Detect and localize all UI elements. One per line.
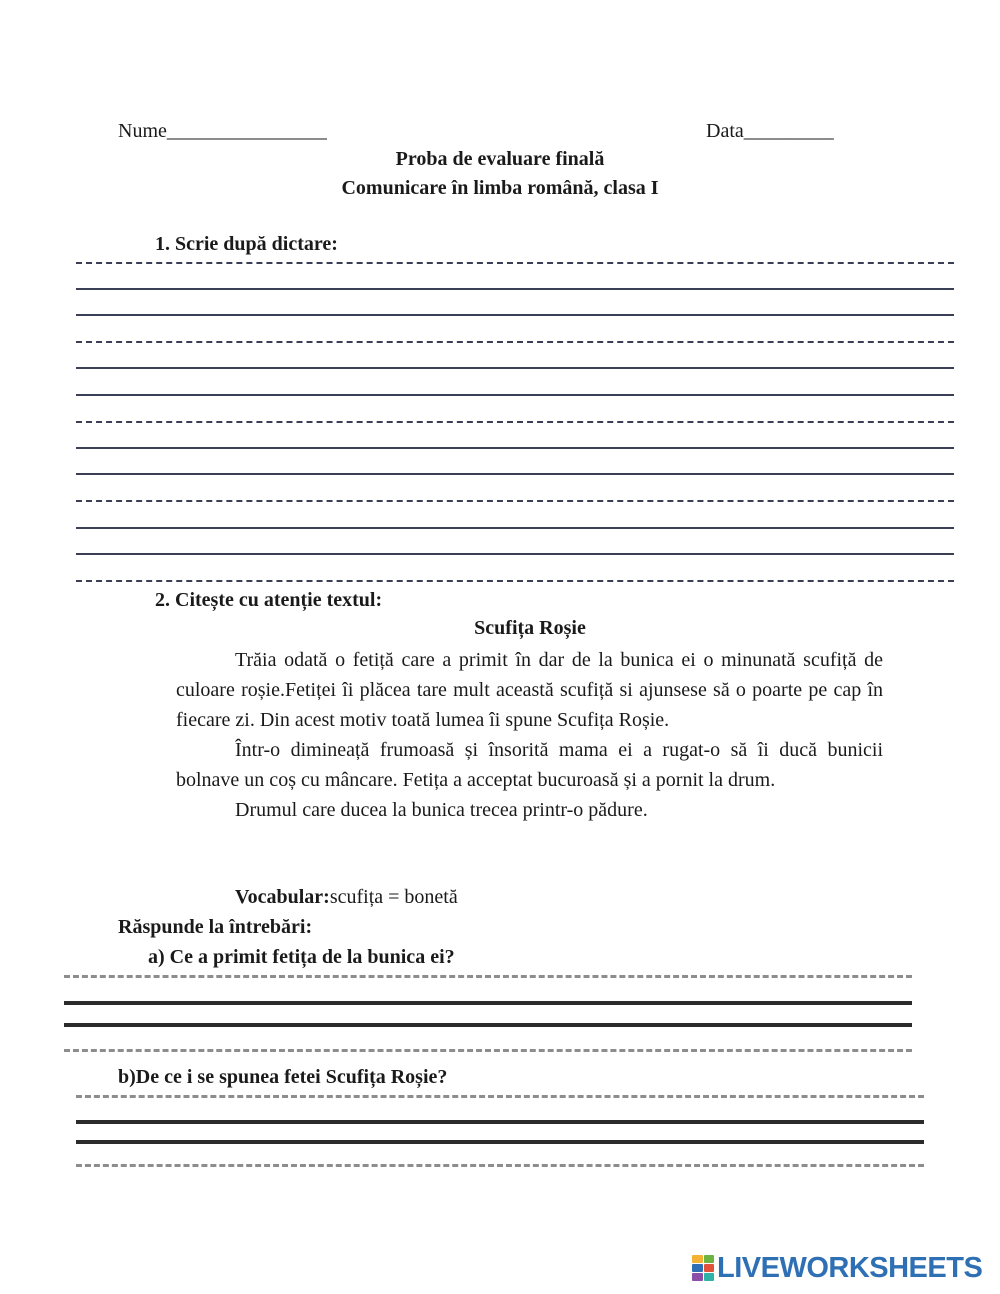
page-subtitle: Comunicare în limba română, clasa I <box>341 177 659 199</box>
question-b: b)De ce i se spunea fetei Scufița Roșie? <box>118 1066 448 1088</box>
logo-square <box>704 1255 715 1263</box>
story-title: Scufița Roșie <box>474 617 586 639</box>
question-a: a) Ce a primit fetița de la bunica ei? <box>148 946 455 968</box>
date-field-label: Data_________ <box>706 120 834 142</box>
answer-a-area[interactable] <box>64 975 912 1055</box>
story-text <box>176 645 883 825</box>
story-paragraph: Trăia odată o fetiță care a primit în dar de la bunica ei o minunată scufiță de culoare roșie.Fetiței îi plăcea tare mult această scufiță si ajunsese să o poarte pe cap în fiecare zi. Din acest motiv toată lumea îi spune Scufița Roșie. <box>176 649 883 731</box>
logo-square <box>704 1264 715 1272</box>
writing-line-solid <box>76 447 954 449</box>
dictation-writing-area[interactable] <box>76 262 954 584</box>
writing-line-dashed <box>76 500 954 502</box>
story-paragraph: Într-o dimineață frumoasă și însorită mama ei a rugat-o să îi ducă bunicii bolnave un coș cu mâncare. Fetița a acceptat bucuroasă și a pornit la drum. <box>176 739 883 791</box>
writing-line-dashed <box>76 580 954 582</box>
questions-heading: Răspunde la întrebări: <box>118 916 313 938</box>
exercise-2-prompt: 2. Citește cu atenție textul: <box>155 589 383 611</box>
answer-b-area[interactable] <box>76 1095 924 1171</box>
writing-line-solid <box>76 288 954 290</box>
writing-line-solid <box>76 394 954 396</box>
liveworksheets-logo[interactable] <box>692 1252 982 1284</box>
logo-mark-icon <box>692 1255 714 1281</box>
answer-line-dashed <box>76 1164 924 1167</box>
exercise-1-prompt: 1. Scrie după dictare: <box>155 233 338 255</box>
answer-line-dashed <box>76 1095 924 1098</box>
writing-line-dashed <box>76 421 954 423</box>
writing-line-solid <box>76 314 954 316</box>
logo-square <box>704 1273 715 1281</box>
vocabulary-note <box>235 886 458 909</box>
answer-line-dashed <box>64 975 912 978</box>
vocabulary-label: Vocabular: <box>235 886 330 908</box>
answer-line-solid <box>64 1023 912 1027</box>
logo-square <box>692 1273 703 1281</box>
answer-line-solid <box>64 1001 912 1005</box>
name-field-label: Nume________________ <box>118 120 327 142</box>
writing-line-solid <box>76 553 954 555</box>
answer-line-dashed <box>64 1049 912 1052</box>
writing-line-solid <box>76 527 954 529</box>
logo-square <box>692 1264 703 1272</box>
logo-text: LIVEWORKSHEETS <box>717 1251 983 1284</box>
logo-square <box>692 1255 703 1263</box>
vocabulary-definition: scufița = bonetă <box>329 886 458 908</box>
answer-line-solid <box>76 1120 924 1124</box>
writing-line-solid <box>76 473 954 475</box>
page-title: Proba de evaluare finală <box>395 148 605 170</box>
writing-line-dashed <box>76 262 954 264</box>
writing-line-solid <box>76 367 954 369</box>
story-paragraph: Drumul care ducea la bunica trecea printr-o pădure. <box>235 799 648 821</box>
writing-line-dashed <box>76 341 954 343</box>
answer-line-solid <box>76 1140 924 1144</box>
